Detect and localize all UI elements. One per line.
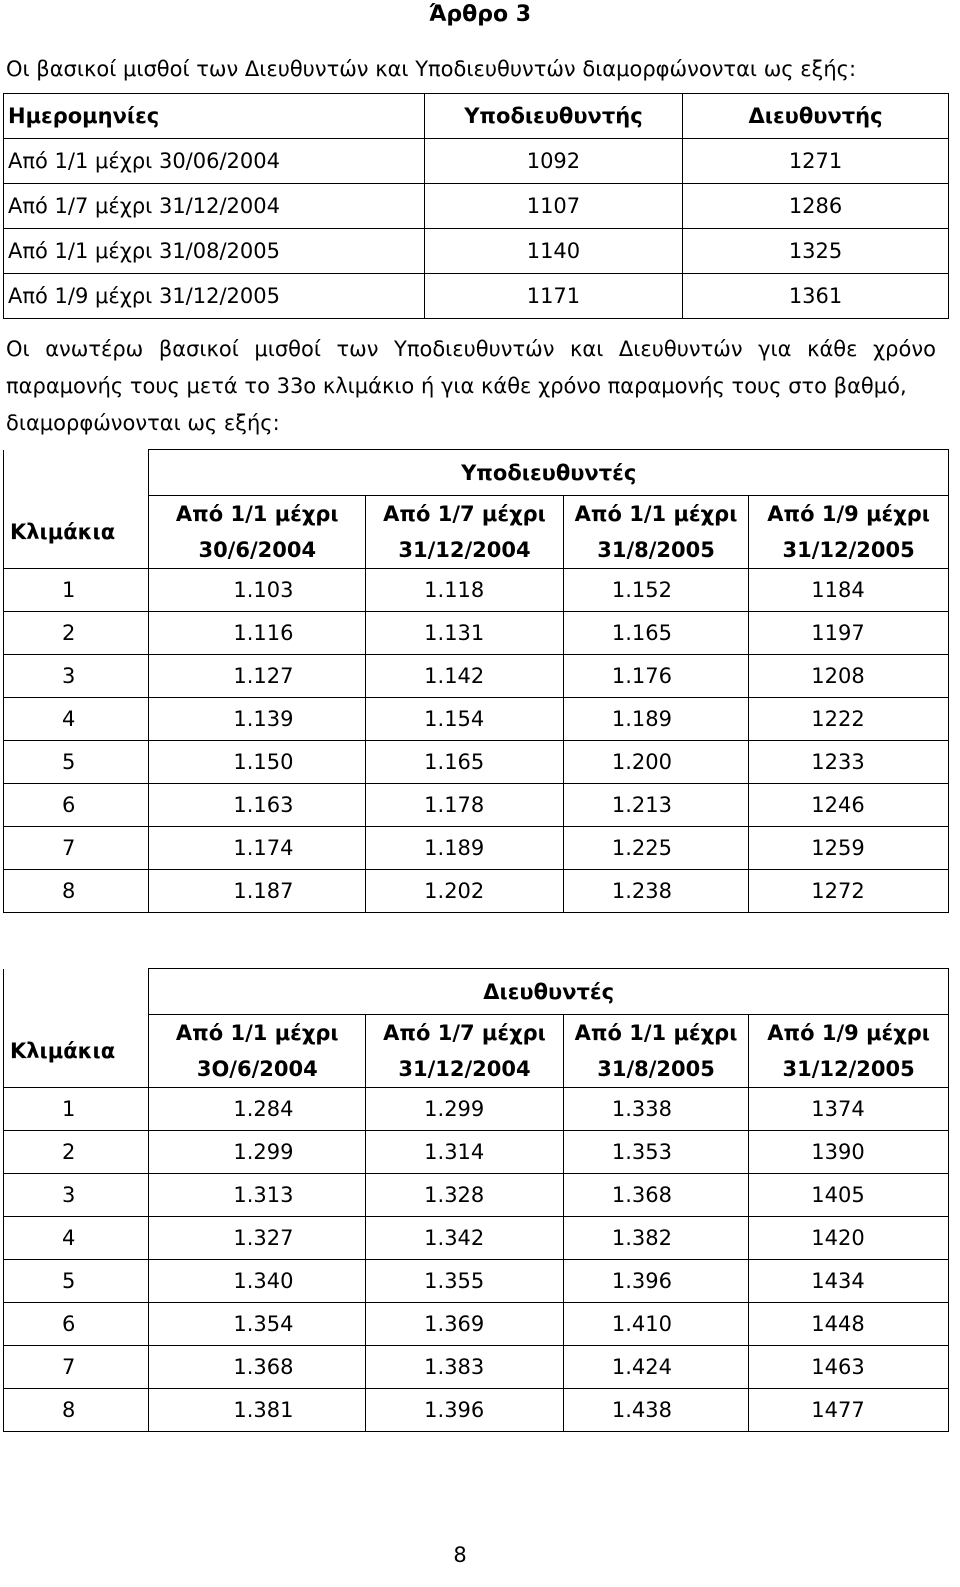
header-deputy: Υποδιευθυντής [424,94,682,139]
value-cell: 1.299 [366,1088,564,1131]
value-cell: 1.225 [563,827,748,870]
value-cell: 1.382 [563,1217,748,1260]
explanatory-paragraph [6,331,936,442]
word: βασικοί [158,337,239,361]
deputy-grades-table [3,449,949,913]
value-cell: 1.200 [563,741,748,784]
director-salary: 1271 [683,139,949,184]
value-cell: 1.127 [149,655,366,698]
value-cell: 1.354 [149,1303,366,1346]
deputy-rows [4,569,949,913]
value-cell: 1390 [749,1131,949,1174]
value-cell: 1.139 [149,698,366,741]
value-cell: 1.410 [563,1303,748,1346]
value-cell: 1.342 [366,1217,564,1260]
table-row [4,870,949,913]
director-salary: 1361 [683,274,949,319]
value-cell: 1.142 [366,655,564,698]
value-cell: 1448 [749,1303,949,1346]
value-cell: 1.353 [563,1131,748,1174]
director-salary: 1325 [683,229,949,274]
blank-cell [4,969,149,1015]
value-cell: 1.118 [366,569,564,612]
value-cell: 1463 [749,1346,949,1389]
value-cell: 1233 [749,741,949,784]
word: χρόνο [873,337,936,361]
value-cell: 1.340 [149,1260,366,1303]
value-cell: 1.131 [366,612,564,655]
grade-cell: 8 [4,870,149,913]
value-cell: 1.313 [149,1174,366,1217]
value-cell: 1420 [749,1217,949,1260]
paragraph-line-3: διαμορφώνονται ως εξής: [6,411,280,435]
word: των [336,337,379,361]
table-row [4,612,949,655]
value-cell: 1.103 [149,569,366,612]
value-cell: 1.150 [149,741,366,784]
header-dates: Ημερομηνίες [4,94,425,139]
grade-cell: 5 [4,1260,149,1303]
value-cell: 1.189 [366,827,564,870]
value-cell: 1.213 [563,784,748,827]
value-cell: 1.178 [366,784,564,827]
period-cell: Από 1/1 μέχρι 31/08/2005 [4,229,425,274]
deputy-salary: 1140 [424,229,682,274]
band-title: Υποδιευθυντές [149,450,949,496]
table-row [4,784,949,827]
table-row [4,274,949,319]
grade-cell: 8 [4,1389,149,1432]
director-rows [4,1088,949,1432]
base-salary-table [3,93,949,319]
period-header: Από 1/1 μέχρι 31/8/2005 [563,1015,748,1088]
table-row [4,229,949,274]
period-header: Από 1/9 μέχρι 31/12/2005 [749,496,949,569]
period-header: Από 1/7 μέχρι 31/12/2004 [366,1015,564,1088]
table-row [4,1346,949,1389]
value-cell: 1.187 [149,870,366,913]
period-cell: Από 1/9 μέχρι 31/12/2005 [4,274,425,319]
value-cell: 1405 [749,1174,949,1217]
word: Διευθυντών [618,337,743,361]
value-cell: 1.314 [366,1131,564,1174]
value-cell: 1.284 [149,1088,366,1131]
grade-cell: 1 [4,1088,149,1131]
grade-cell: 4 [4,1217,149,1260]
table-row [4,1389,949,1432]
table-row [4,827,949,870]
value-cell: 1.396 [366,1389,564,1432]
value-cell: 1477 [749,1389,949,1432]
value-cell: 1.238 [563,870,748,913]
grade-cell: 7 [4,827,149,870]
value-cell: 1374 [749,1088,949,1131]
value-cell: 1.369 [366,1303,564,1346]
value-cell: 1208 [749,655,949,698]
table-row [4,1260,949,1303]
blank-cell [4,450,149,496]
grade-cell: 1 [4,569,149,612]
grade-cell: 6 [4,784,149,827]
value-cell: 1.116 [149,612,366,655]
word: και [570,337,604,361]
value-cell: 1.368 [563,1174,748,1217]
deputy-salary: 1107 [424,184,682,229]
period-header: Από 1/1 μέχρι 31/8/2005 [563,496,748,569]
grade-header: Κλιμάκια [4,1015,149,1088]
table-row [4,655,949,698]
value-cell: 1.176 [563,655,748,698]
grade-cell: 5 [4,741,149,784]
value-cell: 1.189 [563,698,748,741]
period-header: Από 1/1 μέχρι 3Ο/6/2004 [149,1015,366,1088]
value-cell: 1.328 [366,1174,564,1217]
value-cell: 1.174 [149,827,366,870]
table-row [4,569,949,612]
period-cell: Από 1/1 μέχρι 30/06/2004 [4,139,425,184]
paragraph-line-1 [6,331,936,368]
value-cell: 1.424 [563,1346,748,1389]
band-row [4,969,949,1015]
grade-cell: 2 [4,612,149,655]
table-header-row [4,94,949,139]
value-cell: 1259 [749,827,949,870]
grade-cell: 6 [4,1303,149,1346]
grade-cell: 2 [4,1131,149,1174]
deputy-salary: 1171 [424,274,682,319]
intro-text: Οι βασικοί μισθοί των Διευθυντών και Υποδιευθυντών διαμορφώνονται ως εξής: [6,57,857,81]
value-cell: 1246 [749,784,949,827]
period-header: Από 1/1 μέχρι 30/6/2004 [149,496,366,569]
period-header: Από 1/7 μέχρι 31/12/2004 [366,496,564,569]
value-cell: 1.154 [366,698,564,741]
value-cell: 1.396 [563,1260,748,1303]
table-row [4,184,949,229]
grade-cell: 4 [4,698,149,741]
word: για [758,337,792,361]
value-cell: 1.338 [563,1088,748,1131]
table-row [4,741,949,784]
value-cell: 1184 [749,569,949,612]
band-title: Διευθυντές [149,969,949,1015]
grade-cell: 3 [4,1174,149,1217]
header-director: Διευθυντής [683,94,949,139]
director-salary: 1286 [683,184,949,229]
band-row [4,450,949,496]
paragraph-line-2: παραμονής τους μετά το 33ο κλιμάκιο ή για κάθε χρόνο παραμονής τους στο βαθμό, [6,374,907,398]
word: μισθοί [254,337,321,361]
deputy-salary: 1092 [424,139,682,184]
value-cell: 1.381 [149,1389,366,1432]
page-number: 8 [453,1543,467,1567]
value-cell: 1434 [749,1260,949,1303]
value-cell: 1197 [749,612,949,655]
grade-cell: 7 [4,1346,149,1389]
value-cell: 1.165 [366,741,564,784]
table-row [4,1174,949,1217]
table-header-row [4,1015,949,1088]
word: Υποδιευθυντών [394,337,555,361]
value-cell: 1.355 [366,1260,564,1303]
value-cell: 1.327 [149,1217,366,1260]
value-cell: 1222 [749,698,949,741]
value-cell: 1.438 [563,1389,748,1432]
period-cell: Από 1/7 μέχρι 31/12/2004 [4,184,425,229]
table-row [4,1303,949,1346]
article-title: Άρθρο 3 [428,2,532,27]
value-cell: 1.163 [149,784,366,827]
value-cell: 1272 [749,870,949,913]
table-row [4,698,949,741]
value-cell: 1.299 [149,1131,366,1174]
period-header: Από 1/9 μέχρι 31/12/2005 [749,1015,949,1088]
grade-cell: 3 [4,655,149,698]
value-cell: 1.202 [366,870,564,913]
table-row [4,139,949,184]
table-row [4,1217,949,1260]
word: ανωτέρω [45,337,144,361]
table-row [4,1131,949,1174]
value-cell: 1.383 [366,1346,564,1389]
grade-header: Κλιμάκια [4,496,149,569]
value-cell: 1.368 [149,1346,366,1389]
word: κάθε [807,337,858,361]
word: Οι [6,337,30,361]
table-row [4,1088,949,1131]
table-header-row [4,496,949,569]
value-cell: 1.165 [563,612,748,655]
value-cell: 1.152 [563,569,748,612]
director-grades-table [3,968,949,1432]
